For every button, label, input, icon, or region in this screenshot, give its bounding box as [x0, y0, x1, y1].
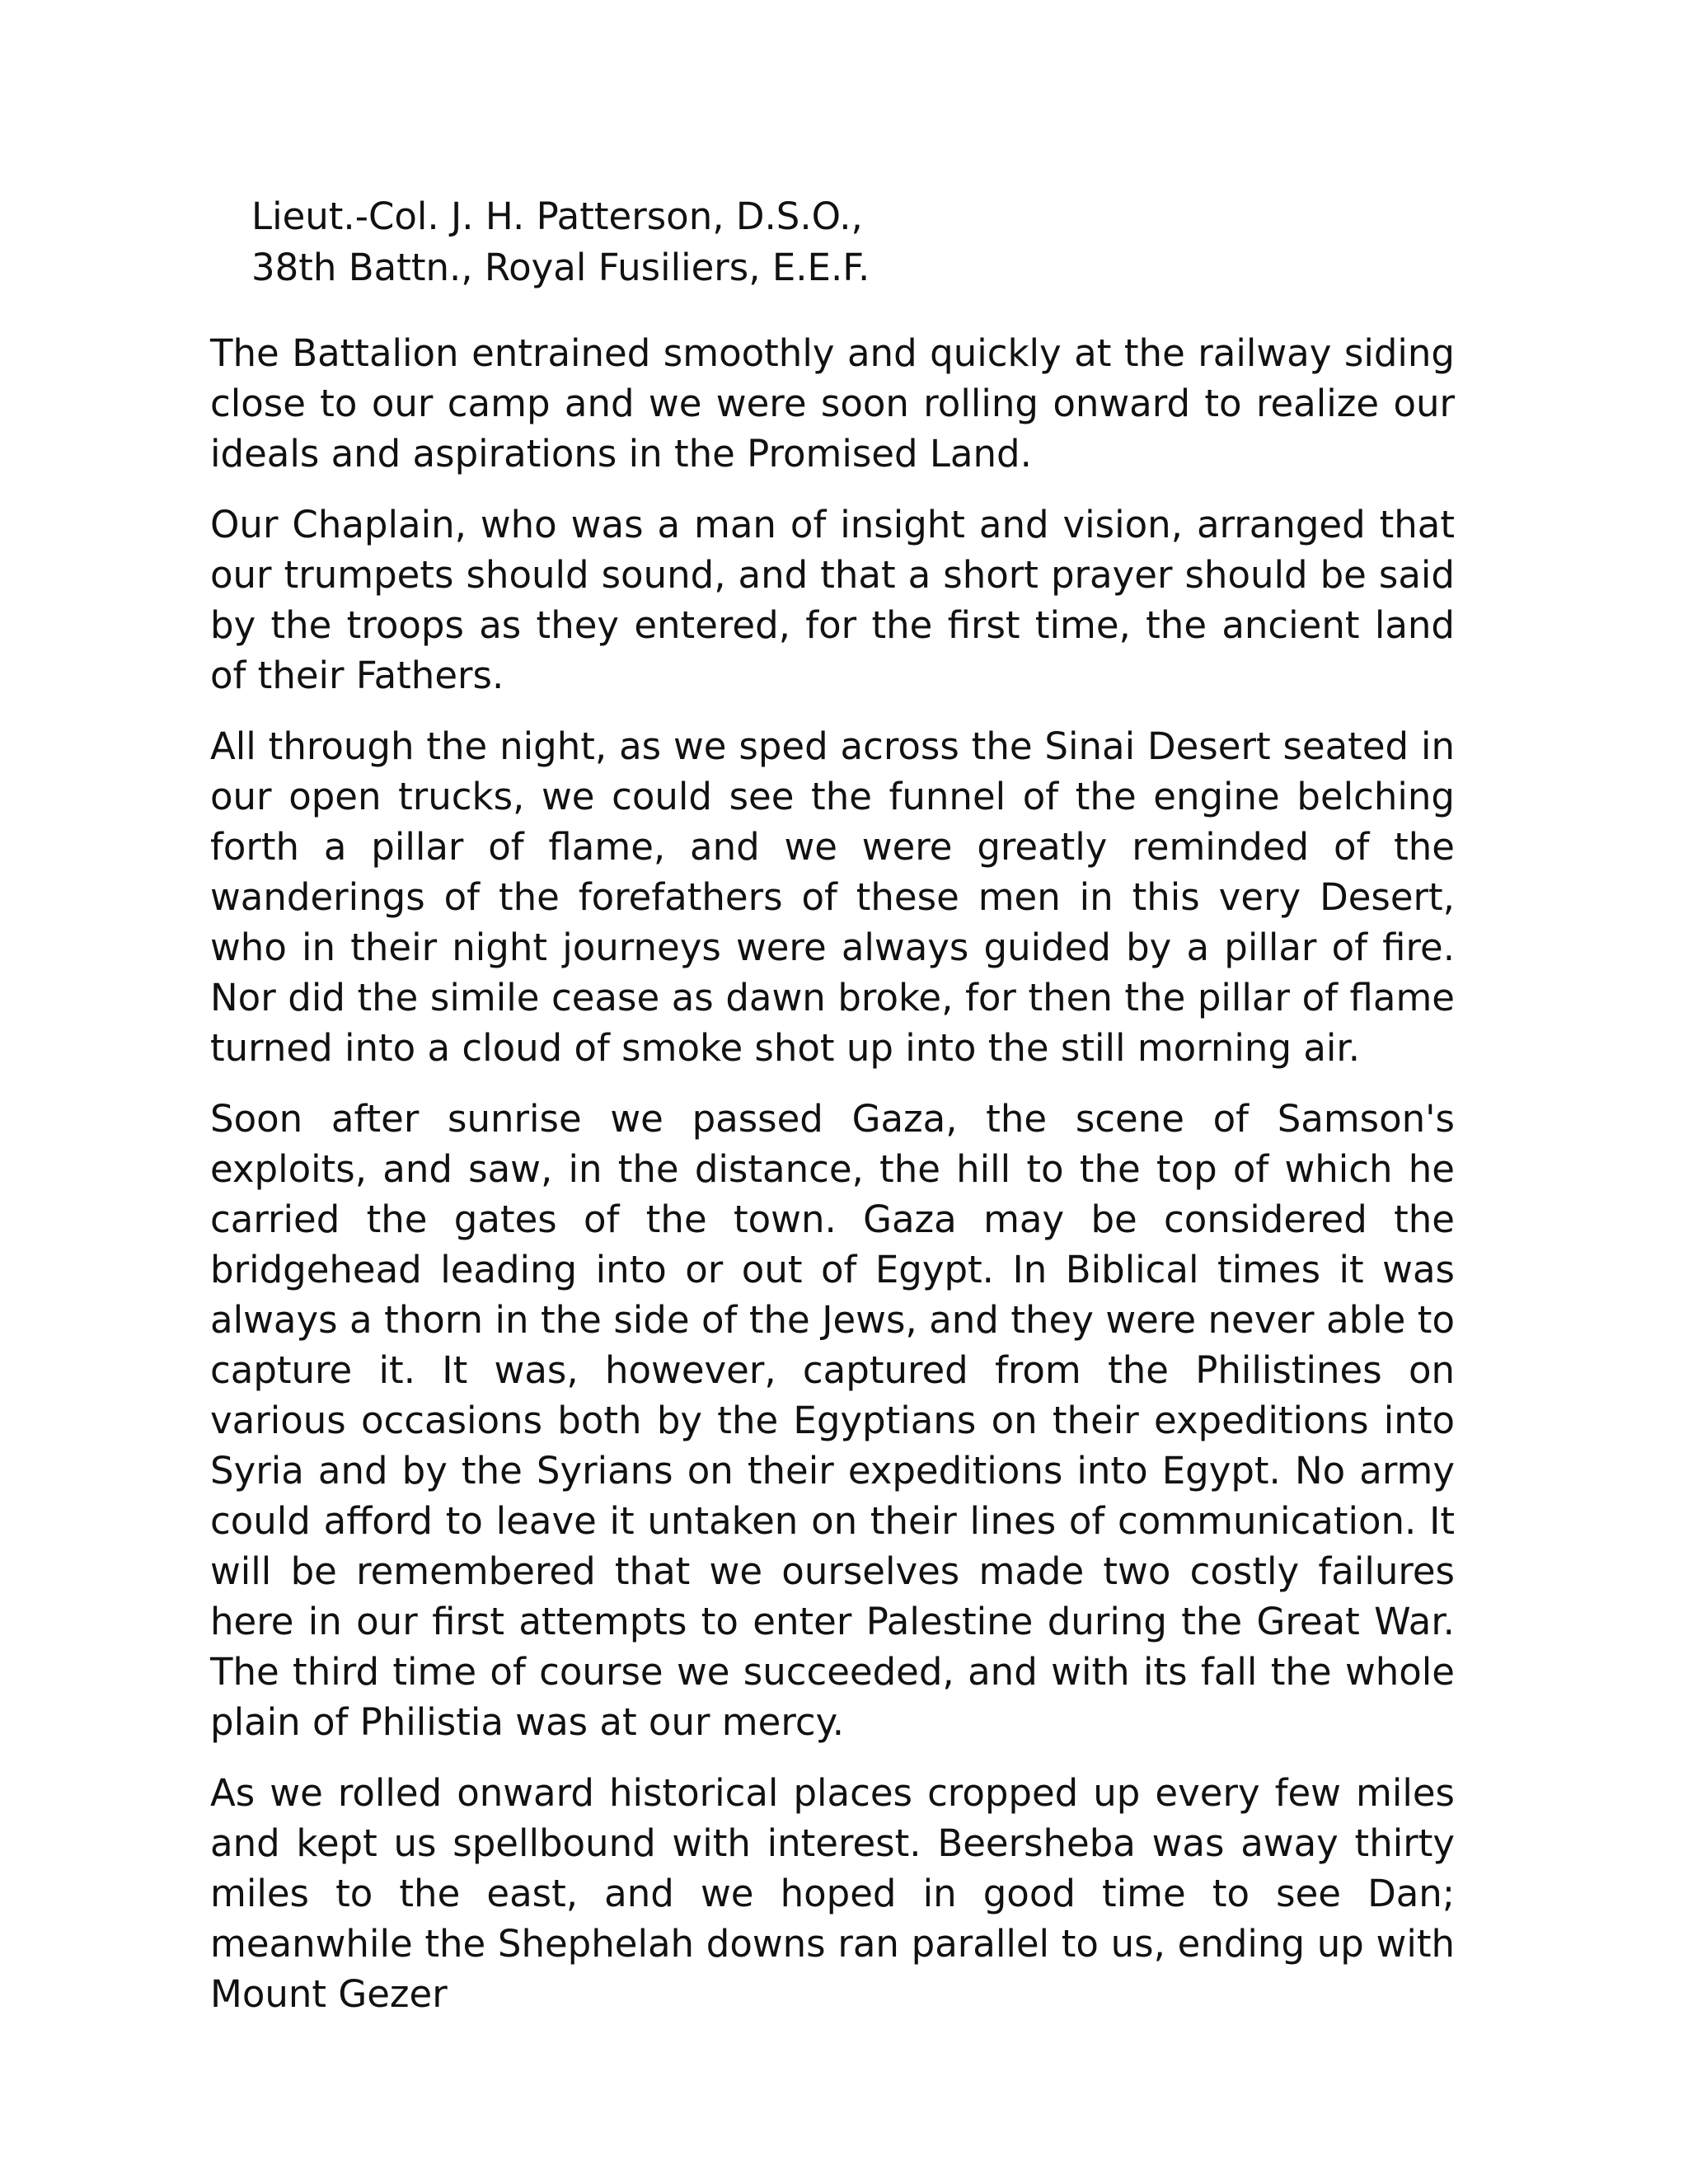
paragraph-gaza: Soon after sunrise we passed Gaza, the scene of Samson's exploits, and saw, in the distance, the hill to the top of which he carried the gates of the town. Gaza may be considered the bridgehead leading into or out of Egypt. In Biblical times it was always a thorn in the side of the Jews, and they were never able to capture it. It was, however, captured from the Philistines on various occasions both by the Egyptians on their expeditions into Syria and by the Syrians on their expeditions into Egypt. No army could afford to leave it untaken on their lines of communication. It will be remembered that we ourselves made two costly failures here in our first attempts to enter Palestine during the Great War. The third time of course we succeeded, and with its fall the whole plain of Philistia was at our mercy. [210, 1097, 1455, 1744]
document-page [210, 191, 1455, 2040]
paragraph-historical-places: As we rolled onward historical places cropped up every few miles and kept us spellbound with interest. Beersheba was away thirty miles to the east, and we hoped in good time to see Dan; meanwhile the Shephelah downs ran parallel to us, ending up with Mount Gezer [210, 1771, 1455, 2016]
paragraph-chaplain: Our Chaplain, who was a man of insight and vision, arranged that our trumpets should sound, and that a short prayer should be said by the troops as they entered, for the first time, the ancient land of their Fathers. [210, 503, 1455, 697]
signature-unit-line: 38th Battn., Royal Fusiliers, E.E.F. [251, 246, 870, 289]
signature-name-line: Lieut.-Col. J. H. Patterson, D.S.O., [251, 194, 863, 238]
paragraph-sinai-desert: All through the night, as we sped across the Sinai Desert seated in our open trucks, we could see the funnel of the engine belching forth a pillar of flame, and we were greatly reminded of the wanderings of the forefathers of these men in this very Desert, who in their night journeys were always guided by a pillar of fire. Nor did the simile cease as dawn broke, for then the pillar of flame turned into a cloud of smoke shot up into the still morning air. [210, 724, 1455, 1070]
signature-block [251, 191, 1455, 293]
paragraph-entraining: The Battalion entrained smoothly and quickly at the railway siding close to our camp and we were soon rolling onward to realize our ideals and aspirations in the Promised Land. [210, 331, 1455, 476]
